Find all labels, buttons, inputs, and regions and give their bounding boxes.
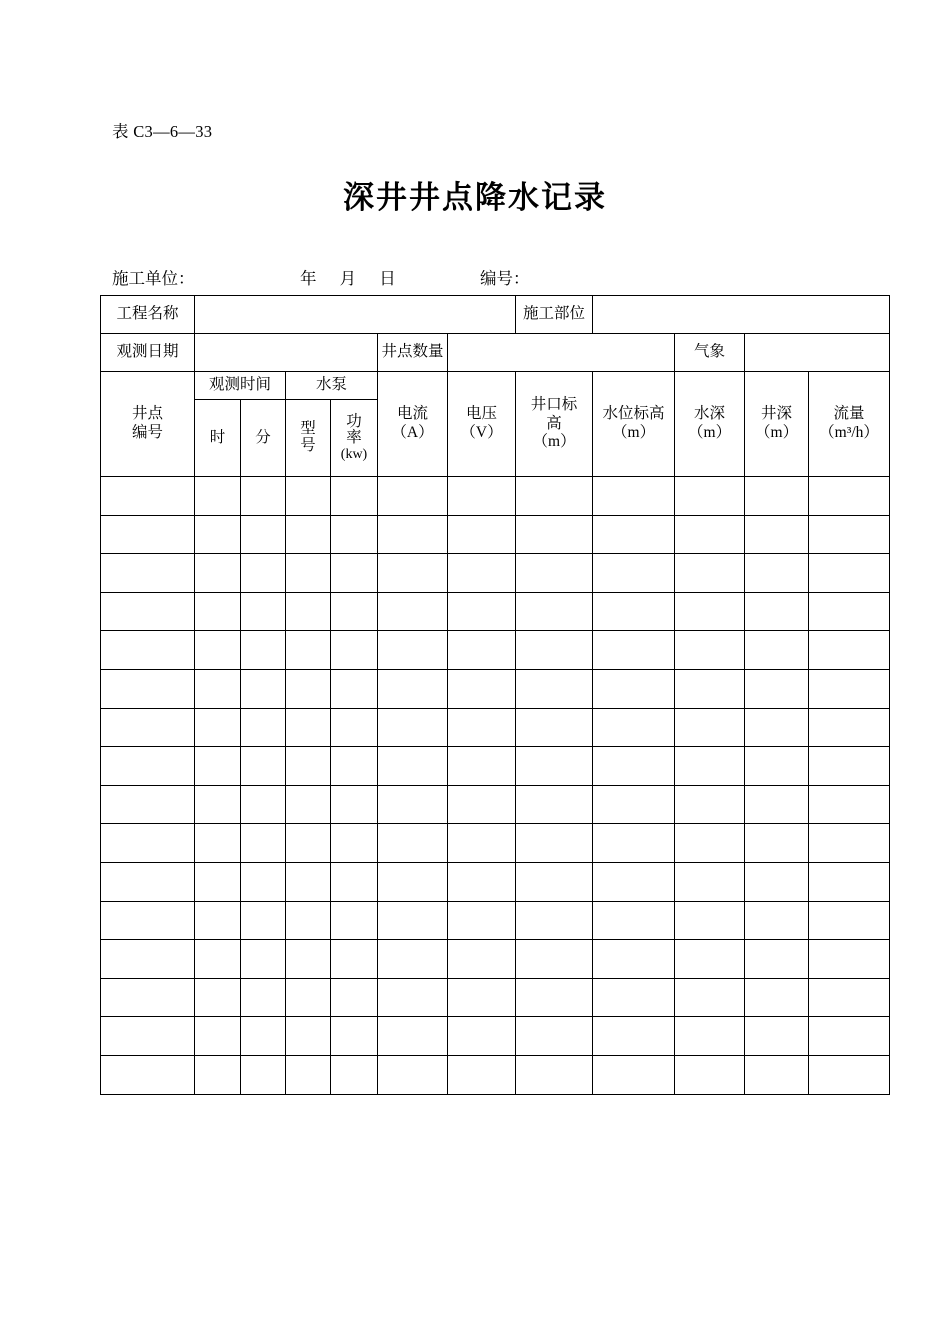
cell-wellhead_elev[interactable] bbox=[516, 1055, 593, 1094]
cell-current[interactable] bbox=[378, 1055, 448, 1094]
cell-hour[interactable] bbox=[195, 747, 241, 786]
cell-pump_model[interactable] bbox=[286, 940, 331, 979]
cell-hour[interactable] bbox=[195, 515, 241, 554]
cell-pump_power[interactable] bbox=[331, 554, 378, 593]
table-row bbox=[101, 824, 890, 863]
cell-minute[interactable] bbox=[241, 477, 286, 516]
cell-voltage[interactable] bbox=[448, 862, 516, 901]
cell-wellhead_elev[interactable] bbox=[516, 747, 593, 786]
cell-current[interactable] bbox=[378, 785, 448, 824]
cell-minute[interactable] bbox=[241, 554, 286, 593]
cell-water_level_elev[interactable] bbox=[593, 747, 675, 786]
cell-flow_rate[interactable] bbox=[809, 631, 890, 670]
cell-minute[interactable] bbox=[241, 1017, 286, 1056]
cell-well_depth[interactable] bbox=[745, 978, 809, 1017]
cell-flow_rate[interactable] bbox=[809, 978, 890, 1017]
cell-water_level_elev[interactable] bbox=[593, 592, 675, 631]
cell-current[interactable] bbox=[378, 901, 448, 940]
cell-well_no[interactable] bbox=[101, 592, 195, 631]
cell-pump_power[interactable] bbox=[331, 1055, 378, 1094]
cell-voltage[interactable] bbox=[448, 1055, 516, 1094]
cell-water_depth[interactable] bbox=[675, 901, 745, 940]
cell-voltage[interactable] bbox=[448, 592, 516, 631]
cell-current[interactable] bbox=[378, 554, 448, 593]
cell-water_depth[interactable] bbox=[675, 708, 745, 747]
cell-water_depth[interactable] bbox=[675, 477, 745, 516]
cell-pump_power[interactable] bbox=[331, 747, 378, 786]
cell-well_depth[interactable] bbox=[745, 747, 809, 786]
table-row bbox=[101, 862, 890, 901]
table-row bbox=[101, 747, 890, 786]
cell-pump_power[interactable] bbox=[331, 862, 378, 901]
cell-well_depth[interactable] bbox=[745, 901, 809, 940]
weather-value[interactable] bbox=[745, 334, 890, 372]
table-row bbox=[101, 1055, 890, 1094]
cell-well_no[interactable] bbox=[101, 554, 195, 593]
table-row bbox=[101, 940, 890, 979]
cell-pump_model[interactable] bbox=[286, 708, 331, 747]
col-header-voltage: 电压 （V） bbox=[448, 372, 516, 477]
pump-power-vertical-text: 功 率 (kw) bbox=[340, 412, 368, 463]
col-header-pump-model bbox=[286, 400, 331, 477]
cell-hour[interactable] bbox=[195, 1055, 241, 1094]
meta-line bbox=[112, 265, 902, 291]
cell-pump_model[interactable] bbox=[286, 631, 331, 670]
col-group-observe-time: 观测时间 bbox=[195, 372, 286, 400]
cell-pump_model[interactable] bbox=[286, 747, 331, 786]
cell-wellhead_elev[interactable] bbox=[516, 978, 593, 1017]
cell-flow_rate[interactable] bbox=[809, 824, 890, 863]
cell-flow_rate[interactable] bbox=[809, 940, 890, 979]
cell-well_depth[interactable] bbox=[745, 1017, 809, 1056]
pump-model-vertical-text: 型 号 bbox=[300, 420, 316, 454]
cell-wellhead_elev[interactable] bbox=[516, 554, 593, 593]
observation-date-label: 观测日期 bbox=[101, 334, 195, 372]
table-row bbox=[101, 477, 890, 516]
drawdown-record-table bbox=[100, 295, 890, 1095]
cell-well_depth[interactable] bbox=[745, 515, 809, 554]
cell-well_no[interactable] bbox=[101, 708, 195, 747]
cell-pump_model[interactable] bbox=[286, 862, 331, 901]
cell-voltage[interactable] bbox=[448, 669, 516, 708]
cell-flow_rate[interactable] bbox=[809, 901, 890, 940]
table-row bbox=[101, 1017, 890, 1056]
cell-flow_rate[interactable] bbox=[809, 477, 890, 516]
cell-flow_rate[interactable] bbox=[809, 747, 890, 786]
year-label: 年 bbox=[300, 269, 318, 288]
cell-well_no[interactable] bbox=[101, 1055, 195, 1094]
cell-pump_model[interactable] bbox=[286, 824, 331, 863]
col-header-water-depth: 水深 （m） bbox=[675, 372, 745, 477]
cell-current[interactable] bbox=[378, 824, 448, 863]
cell-hour[interactable] bbox=[195, 669, 241, 708]
well-point-count-value[interactable] bbox=[448, 334, 675, 372]
cell-current[interactable] bbox=[378, 940, 448, 979]
cell-hour[interactable] bbox=[195, 592, 241, 631]
cell-flow_rate[interactable] bbox=[809, 785, 890, 824]
cell-flow_rate[interactable] bbox=[809, 708, 890, 747]
cell-well_no[interactable] bbox=[101, 669, 195, 708]
cell-pump_model[interactable] bbox=[286, 592, 331, 631]
cell-wellhead_elev[interactable] bbox=[516, 785, 593, 824]
cell-pump_model[interactable] bbox=[286, 515, 331, 554]
cell-water_depth[interactable] bbox=[675, 515, 745, 554]
weather-label: 气象 bbox=[675, 334, 745, 372]
cell-minute[interactable] bbox=[241, 631, 286, 670]
cell-current[interactable] bbox=[378, 978, 448, 1017]
cell-hour[interactable] bbox=[195, 824, 241, 863]
cell-hour[interactable] bbox=[195, 1017, 241, 1056]
cell-pump_power[interactable] bbox=[331, 940, 378, 979]
cell-water_level_elev[interactable] bbox=[593, 862, 675, 901]
cell-pump_model[interactable] bbox=[286, 978, 331, 1017]
cell-voltage[interactable] bbox=[448, 631, 516, 670]
cell-water_level_elev[interactable] bbox=[593, 477, 675, 516]
col-header-water-level-elevation: 水位标高 （m） bbox=[593, 372, 675, 477]
cell-well_depth[interactable] bbox=[745, 940, 809, 979]
cell-pump_power[interactable] bbox=[331, 669, 378, 708]
cell-pump_power[interactable] bbox=[331, 515, 378, 554]
cell-hour[interactable] bbox=[195, 554, 241, 593]
cell-voltage[interactable] bbox=[448, 554, 516, 593]
cell-pump_model[interactable] bbox=[286, 901, 331, 940]
cell-current[interactable] bbox=[378, 592, 448, 631]
cell-water_level_elev[interactable] bbox=[593, 1017, 675, 1056]
cell-current[interactable] bbox=[378, 1017, 448, 1056]
cell-flow_rate[interactable] bbox=[809, 1017, 890, 1056]
table-row bbox=[101, 669, 890, 708]
construction-part-label: 施工部位 bbox=[516, 296, 593, 334]
cell-pump_model[interactable] bbox=[286, 477, 331, 516]
cell-current[interactable] bbox=[378, 708, 448, 747]
cell-flow_rate[interactable] bbox=[809, 862, 890, 901]
cell-well_no[interactable] bbox=[101, 515, 195, 554]
cell-minute[interactable] bbox=[241, 669, 286, 708]
table-row bbox=[101, 901, 890, 940]
cell-well_no[interactable] bbox=[101, 747, 195, 786]
info-row-observation bbox=[101, 334, 890, 372]
cell-well_depth[interactable] bbox=[745, 862, 809, 901]
cell-well_no[interactable] bbox=[101, 940, 195, 979]
cell-flow_rate[interactable] bbox=[809, 554, 890, 593]
cell-well_no[interactable] bbox=[101, 978, 195, 1017]
cell-well_no[interactable] bbox=[101, 631, 195, 670]
cell-flow_rate[interactable] bbox=[809, 1055, 890, 1094]
cell-minute[interactable] bbox=[241, 824, 286, 863]
col-header-hour: 时 bbox=[195, 400, 241, 477]
cell-minute[interactable] bbox=[241, 940, 286, 979]
cell-minute[interactable] bbox=[241, 901, 286, 940]
cell-wellhead_elev[interactable] bbox=[516, 1017, 593, 1056]
col-header-pump-power bbox=[331, 400, 378, 477]
cell-voltage[interactable] bbox=[448, 978, 516, 1017]
cell-well_no[interactable] bbox=[101, 824, 195, 863]
cell-pump_power[interactable] bbox=[331, 785, 378, 824]
project-name-label: 工程名称 bbox=[101, 296, 195, 334]
cell-hour[interactable] bbox=[195, 862, 241, 901]
cell-current[interactable] bbox=[378, 747, 448, 786]
cell-voltage[interactable] bbox=[448, 708, 516, 747]
cell-well_no[interactable] bbox=[101, 862, 195, 901]
cell-well_depth[interactable] bbox=[745, 592, 809, 631]
cell-voltage[interactable] bbox=[448, 477, 516, 516]
cell-water_level_elev[interactable] bbox=[593, 631, 675, 670]
cell-water_depth[interactable] bbox=[675, 747, 745, 786]
info-row-project bbox=[101, 296, 890, 334]
cell-minute[interactable] bbox=[241, 592, 286, 631]
cell-water_level_elev[interactable] bbox=[593, 554, 675, 593]
cell-pump_model[interactable] bbox=[286, 785, 331, 824]
cell-wellhead_elev[interactable] bbox=[516, 669, 593, 708]
cell-well_no[interactable] bbox=[101, 477, 195, 516]
cell-wellhead_elev[interactable] bbox=[516, 477, 593, 516]
table-row bbox=[101, 708, 890, 747]
cell-voltage[interactable] bbox=[448, 901, 516, 940]
form-code: 表 C3—6—33 bbox=[112, 122, 213, 141]
cell-water_level_elev[interactable] bbox=[593, 785, 675, 824]
table-data-body bbox=[101, 477, 890, 1095]
cell-flow_rate[interactable] bbox=[809, 515, 890, 554]
cell-minute[interactable] bbox=[241, 708, 286, 747]
cell-current[interactable] bbox=[378, 477, 448, 516]
cell-wellhead_elev[interactable] bbox=[516, 901, 593, 940]
observation-date-value[interactable] bbox=[195, 334, 378, 372]
cell-water_depth[interactable] bbox=[675, 824, 745, 863]
month-label: 月 bbox=[339, 269, 358, 288]
cell-well_depth[interactable] bbox=[745, 1055, 809, 1094]
cell-well_depth[interactable] bbox=[745, 824, 809, 863]
cell-well_no[interactable] bbox=[101, 901, 195, 940]
cell-hour[interactable] bbox=[195, 978, 241, 1017]
cell-water_depth[interactable] bbox=[675, 862, 745, 901]
col-header-flow-rate: 流量 （m³/h） bbox=[809, 372, 890, 477]
record-number-label: 编号： bbox=[480, 269, 530, 288]
cell-water_level_elev[interactable] bbox=[593, 1055, 675, 1094]
table-row bbox=[101, 631, 890, 670]
cell-water_depth[interactable] bbox=[675, 554, 745, 593]
cell-water_level_elev[interactable] bbox=[593, 978, 675, 1017]
col-header-well-depth: 井深 （m） bbox=[745, 372, 809, 477]
col-header-minute: 分 bbox=[241, 400, 286, 477]
cell-pump_power[interactable] bbox=[331, 824, 378, 863]
table-row bbox=[101, 515, 890, 554]
construction-part-value[interactable] bbox=[593, 296, 890, 334]
cell-water_level_elev[interactable] bbox=[593, 515, 675, 554]
cell-water_level_elev[interactable] bbox=[593, 824, 675, 863]
cell-water_depth[interactable] bbox=[675, 1055, 745, 1094]
cell-well_depth[interactable] bbox=[745, 708, 809, 747]
col-group-pump: 水泵 bbox=[286, 372, 378, 400]
cell-hour[interactable] bbox=[195, 708, 241, 747]
cell-minute[interactable] bbox=[241, 515, 286, 554]
cell-pump_power[interactable] bbox=[331, 592, 378, 631]
table-row bbox=[101, 978, 890, 1017]
cell-water_depth[interactable] bbox=[675, 785, 745, 824]
cell-pump_power[interactable] bbox=[331, 708, 378, 747]
cell-wellhead_elev[interactable] bbox=[516, 515, 593, 554]
cell-pump_power[interactable] bbox=[331, 901, 378, 940]
cell-pump_power[interactable] bbox=[331, 631, 378, 670]
cell-water_level_elev[interactable] bbox=[593, 669, 675, 708]
cell-pump_power[interactable] bbox=[331, 978, 378, 1017]
col-header-current: 电流 （A） bbox=[378, 372, 448, 477]
construction-unit-label: 施工单位： bbox=[112, 269, 195, 288]
cell-minute[interactable] bbox=[241, 785, 286, 824]
day-label: 日 bbox=[379, 269, 397, 288]
cell-water_level_elev[interactable] bbox=[593, 940, 675, 979]
cell-water_level_elev[interactable] bbox=[593, 901, 675, 940]
cell-well_depth[interactable] bbox=[745, 785, 809, 824]
cell-hour[interactable] bbox=[195, 785, 241, 824]
cell-minute[interactable] bbox=[241, 862, 286, 901]
cell-voltage[interactable] bbox=[448, 785, 516, 824]
cell-voltage[interactable] bbox=[448, 1017, 516, 1056]
cell-flow_rate[interactable] bbox=[809, 592, 890, 631]
cell-voltage[interactable] bbox=[448, 824, 516, 863]
cell-well_depth[interactable] bbox=[745, 631, 809, 670]
cell-well_depth[interactable] bbox=[745, 554, 809, 593]
cell-wellhead_elev[interactable] bbox=[516, 631, 593, 670]
table-row bbox=[101, 554, 890, 593]
cell-flow_rate[interactable] bbox=[809, 669, 890, 708]
cell-voltage[interactable] bbox=[448, 940, 516, 979]
cell-pump_model[interactable] bbox=[286, 1017, 331, 1056]
cell-water_depth[interactable] bbox=[675, 592, 745, 631]
cell-hour[interactable] bbox=[195, 631, 241, 670]
cell-water_depth[interactable] bbox=[675, 669, 745, 708]
cell-current[interactable] bbox=[378, 862, 448, 901]
cell-water_depth[interactable] bbox=[675, 940, 745, 979]
cell-well_depth[interactable] bbox=[745, 477, 809, 516]
cell-pump_power[interactable] bbox=[331, 477, 378, 516]
cell-hour[interactable] bbox=[195, 940, 241, 979]
cell-well_depth[interactable] bbox=[745, 669, 809, 708]
col-header-wellhead-elevation: 井口标 高 （m） bbox=[516, 372, 593, 477]
cell-voltage[interactable] bbox=[448, 515, 516, 554]
cell-voltage[interactable] bbox=[448, 747, 516, 786]
column-group-header-row bbox=[101, 372, 890, 400]
cell-well_no[interactable] bbox=[101, 1017, 195, 1056]
date-fields bbox=[300, 265, 414, 289]
cell-pump_model[interactable] bbox=[286, 554, 331, 593]
cell-pump_power[interactable] bbox=[331, 1017, 378, 1056]
cell-pump_model[interactable] bbox=[286, 669, 331, 708]
cell-wellhead_elev[interactable] bbox=[516, 708, 593, 747]
cell-hour[interactable] bbox=[195, 901, 241, 940]
cell-water_level_elev[interactable] bbox=[593, 708, 675, 747]
well-point-count-label: 井点数量 bbox=[378, 334, 448, 372]
table-row bbox=[101, 592, 890, 631]
cell-water_depth[interactable] bbox=[675, 631, 745, 670]
cell-minute[interactable] bbox=[241, 978, 286, 1017]
cell-current[interactable] bbox=[378, 631, 448, 670]
project-name-value[interactable] bbox=[195, 296, 516, 334]
cell-wellhead_elev[interactable] bbox=[516, 940, 593, 979]
table-row bbox=[101, 785, 890, 824]
page-title: 深井井点降水记录 bbox=[343, 180, 607, 216]
cell-water_depth[interactable] bbox=[675, 1017, 745, 1056]
cell-well_no[interactable] bbox=[101, 785, 195, 824]
cell-minute[interactable] bbox=[241, 747, 286, 786]
cell-wellhead_elev[interactable] bbox=[516, 862, 593, 901]
col-header-well-no: 井点 编号 bbox=[101, 372, 195, 477]
cell-wellhead_elev[interactable] bbox=[516, 824, 593, 863]
cell-pump_model[interactable] bbox=[286, 1055, 331, 1094]
cell-hour[interactable] bbox=[195, 477, 241, 516]
cell-minute[interactable] bbox=[241, 1055, 286, 1094]
cell-water_depth[interactable] bbox=[675, 978, 745, 1017]
cell-current[interactable] bbox=[378, 669, 448, 708]
cell-current[interactable] bbox=[378, 515, 448, 554]
cell-wellhead_elev[interactable] bbox=[516, 592, 593, 631]
